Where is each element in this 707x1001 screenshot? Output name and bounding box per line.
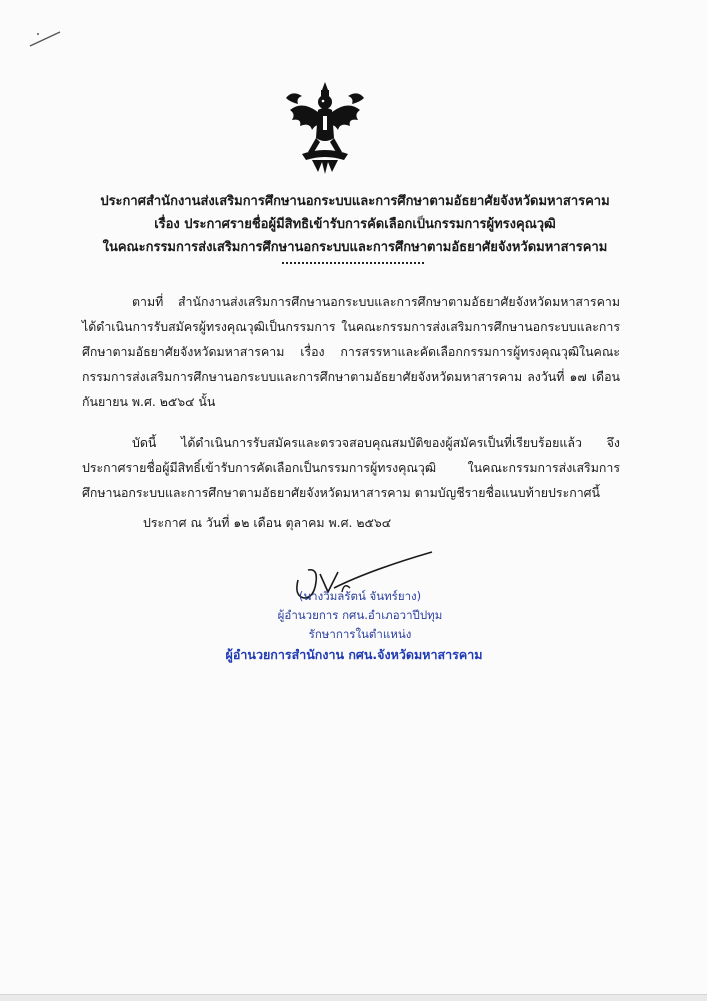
paragraph-background	[82, 289, 620, 414]
announcement-title	[60, 190, 650, 259]
title-line-2: เรื่อง ประกาศรายชื่อผู้มีสิทธิเข้ารับการคัดเลือกเป็นกรรมการผู้ทรงคุณวุฒิ	[154, 217, 556, 232]
garuda-emblem-icon	[282, 80, 368, 175]
paragraph-1-text: ตามที่ สำนักงานส่งเสริมการศึกษานอกระบบและการศึกษาตามอัธยาศัยจังหวัดมหาสารคาม ได้ดำเนินการรับสมัครผู้ทรงคุณวุฒิเป็นกรรมการ ในคณะกรรมการส่งเสริมการศึกษานอกระบบและการศึกษาตามอัธยาศัยจังหวัดมหาสารคาม เรื่อง การสรรหาและคัดเลือกกรรมการผู้ทรงคุณวุฒิในคณะกรรมการส่งเสริมการศึกษานอกระบบและการศึกษาตามอัธยาศัยจังหวัดมหาสารคาม ลงวันที่ ๑๗ เดือนกันยายน พ.ศ. ๒๕๖๔ นั้น	[82, 294, 620, 409]
signature-block	[225, 587, 490, 666]
signer-position: ผู้อำนวยการ กศน.อำเภอวาปีปทุม	[277, 608, 443, 622]
title-line-3: ในคณะกรรมการส่งเสริมการศึกษานอกระบบและการศึกษาตามอัธยาศัยจังหวัดมหาสารคาม	[102, 240, 608, 255]
signer-acting: รักษาการในตำแหน่ง	[308, 627, 412, 641]
paragraph-2-text: บัดนี้ ได้ดำเนินการรับสมัครและตรวจสอบคุณสมบัติของผู้สมัครเป็นที่เรียบร้อยแล้ว จึงประกาศรายชื่อผู้มีสิทธิ์เข้ารับการคัดเลือกเป็นกรรมการผู้ทรงคุณวุฒิ ในคณะกรรมการส่งเสริมการศึกษานอกระบบและการศึกษาตามอัธยาศัยจังหวัดมหาสารคาม ตามบัญชีรายชื่อแนบท้ายประกาศนี้	[82, 435, 620, 500]
title-line-1: ประกาศสำนักงานส่งเสริมการศึกษานอกระบบและการศึกษาตามอัธยาศัยจังหวัดมหาสารคาม	[100, 194, 610, 209]
pen-mark-icon	[28, 30, 62, 48]
announced-date: ประกาศ ณ วันที่ ๑๒ เดือน ตุลาคม พ.ศ. ๒๕๖๔	[143, 515, 392, 530]
signer-name: (นางวิมลรัตน์ จันทร์ยาง)	[298, 589, 422, 603]
signer-stamp-title: ผู้อำนวยการสำนักงาน กศน.จังหวัดมหาสารคาม	[225, 647, 483, 662]
title-divider	[282, 262, 424, 264]
paragraph-announcement	[82, 430, 620, 505]
